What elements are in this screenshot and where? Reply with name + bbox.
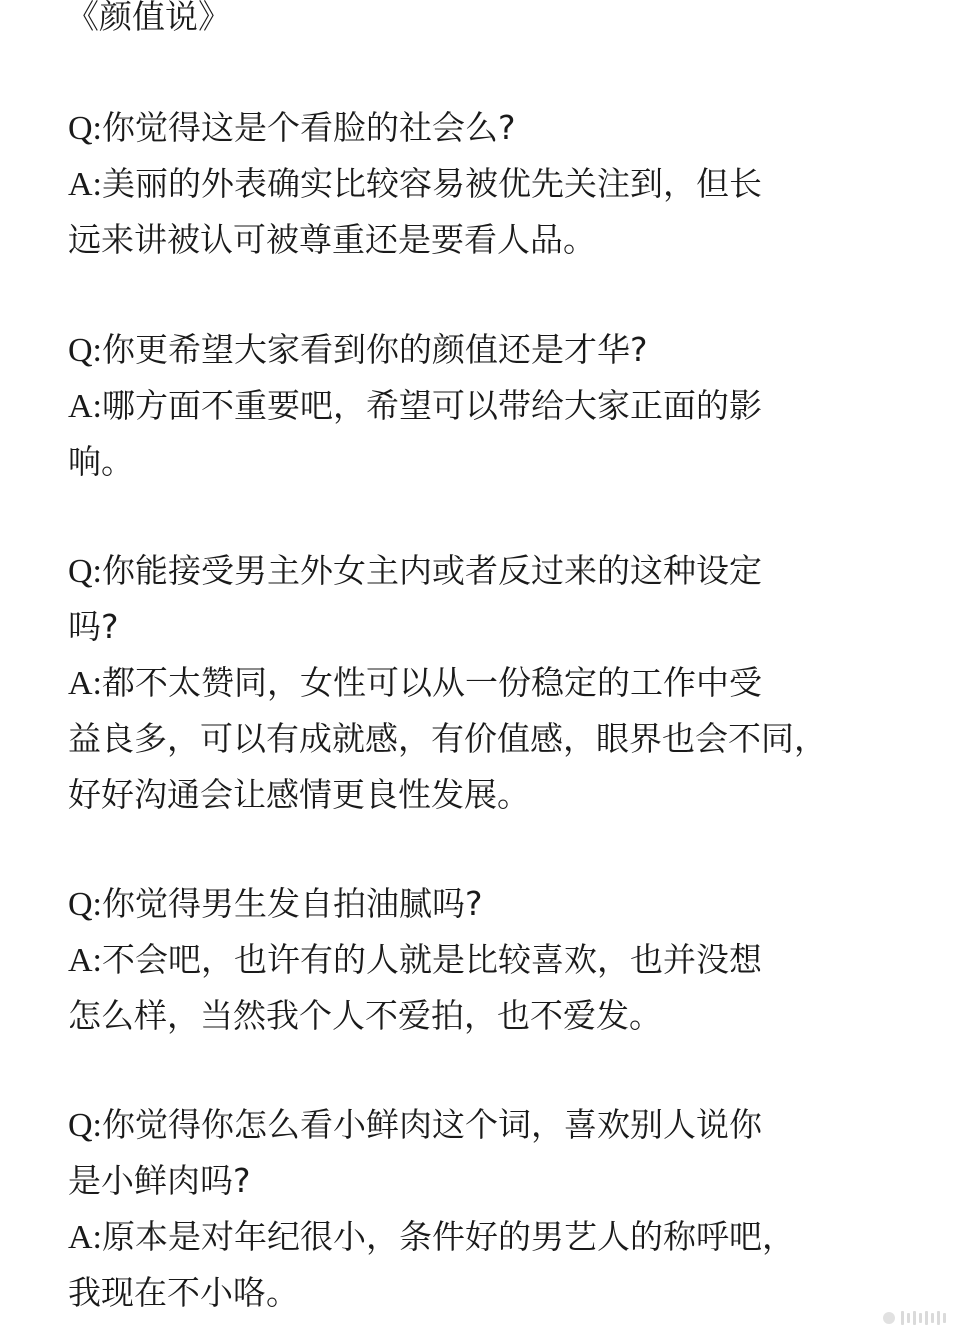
- answer-line: [68, 378, 896, 434]
- question-tag: Q:: [68, 110, 102, 147]
- question-line: [68, 100, 896, 156]
- answer-line: 响。: [68, 442, 134, 481]
- answer-text: 哪方面不重要吧，希望可以带给大家正面的影: [102, 386, 762, 425]
- answer-line: [68, 156, 896, 212]
- watermark-bar: [925, 1311, 928, 1325]
- watermark-bar: [919, 1313, 922, 1323]
- watermark-bar: [943, 1313, 946, 1323]
- question-text: 你觉得这是个看脸的社会么?: [102, 108, 516, 147]
- watermark-bar: [937, 1311, 940, 1325]
- answer-tag: A:: [68, 388, 102, 425]
- answer-text: 都不太赞同，女性可以从一份稳定的工作中受: [102, 663, 762, 702]
- question-line: [68, 322, 896, 378]
- watermark-bar: [913, 1311, 916, 1325]
- question-text: 你更希望大家看到你的颜值还是才华?: [102, 330, 648, 369]
- answer-line: [68, 932, 896, 988]
- watermark-bar: [907, 1313, 910, 1323]
- answer-text: 不会吧，也许有的人就是比较喜欢，也并没想: [102, 940, 762, 979]
- question-text: 你觉得男生发自拍油腻吗?: [102, 884, 483, 923]
- question-line: [68, 1097, 896, 1153]
- answer-line: 远来讲被认可被尊重还是要看人品。: [68, 220, 596, 259]
- question-tag: Q:: [68, 886, 102, 923]
- question-line: [68, 543, 896, 599]
- question-tag: Q:: [68, 553, 102, 590]
- answer-line: 我现在不小咯。: [68, 1273, 299, 1312]
- answer-text: 原本是对年纪很小，条件好的男艺人的称呼吧，: [102, 1217, 795, 1256]
- question-line: 是小鲜肉吗?: [68, 1161, 251, 1200]
- question-line: 吗?: [68, 607, 119, 646]
- page-title: 《颜值说》: [66, 0, 231, 36]
- watermark-bar: [931, 1313, 934, 1323]
- qa-block: [68, 100, 896, 268]
- answer-tag: A:: [68, 942, 102, 979]
- watermark-logo-icon: [883, 1312, 895, 1324]
- question-line: [68, 876, 896, 932]
- qa-block: [68, 1097, 896, 1321]
- answer-line: 好好沟通会让感情更良性发展。: [68, 775, 530, 814]
- watermark: [883, 1311, 946, 1325]
- question-tag: Q:: [68, 332, 102, 369]
- answer-tag: A:: [68, 665, 102, 702]
- answer-tag: A:: [68, 166, 102, 203]
- answer-line: [68, 655, 896, 711]
- answer-text: 美丽的外表确实比较容易被优先关注到，但长: [102, 164, 762, 203]
- qa-block: [68, 543, 896, 823]
- question-text: 你能接受男主外女主内或者反过来的这种设定: [102, 551, 762, 590]
- answer-line: 益良多，可以有成就感，有价值感，眼界也会不同，: [68, 719, 827, 758]
- qa-block: [68, 876, 896, 1044]
- answer-line: 怎么样，当然我个人不爱拍，也不爱发。: [68, 996, 662, 1035]
- answer-line: [68, 1209, 896, 1265]
- qa-block: [68, 322, 896, 490]
- question-tag: Q:: [68, 1107, 102, 1144]
- question-text: 你觉得你怎么看小鲜肉这个词，喜欢别人说你: [102, 1105, 762, 1144]
- watermark-bar: [901, 1311, 904, 1325]
- answer-tag: A:: [68, 1219, 102, 1256]
